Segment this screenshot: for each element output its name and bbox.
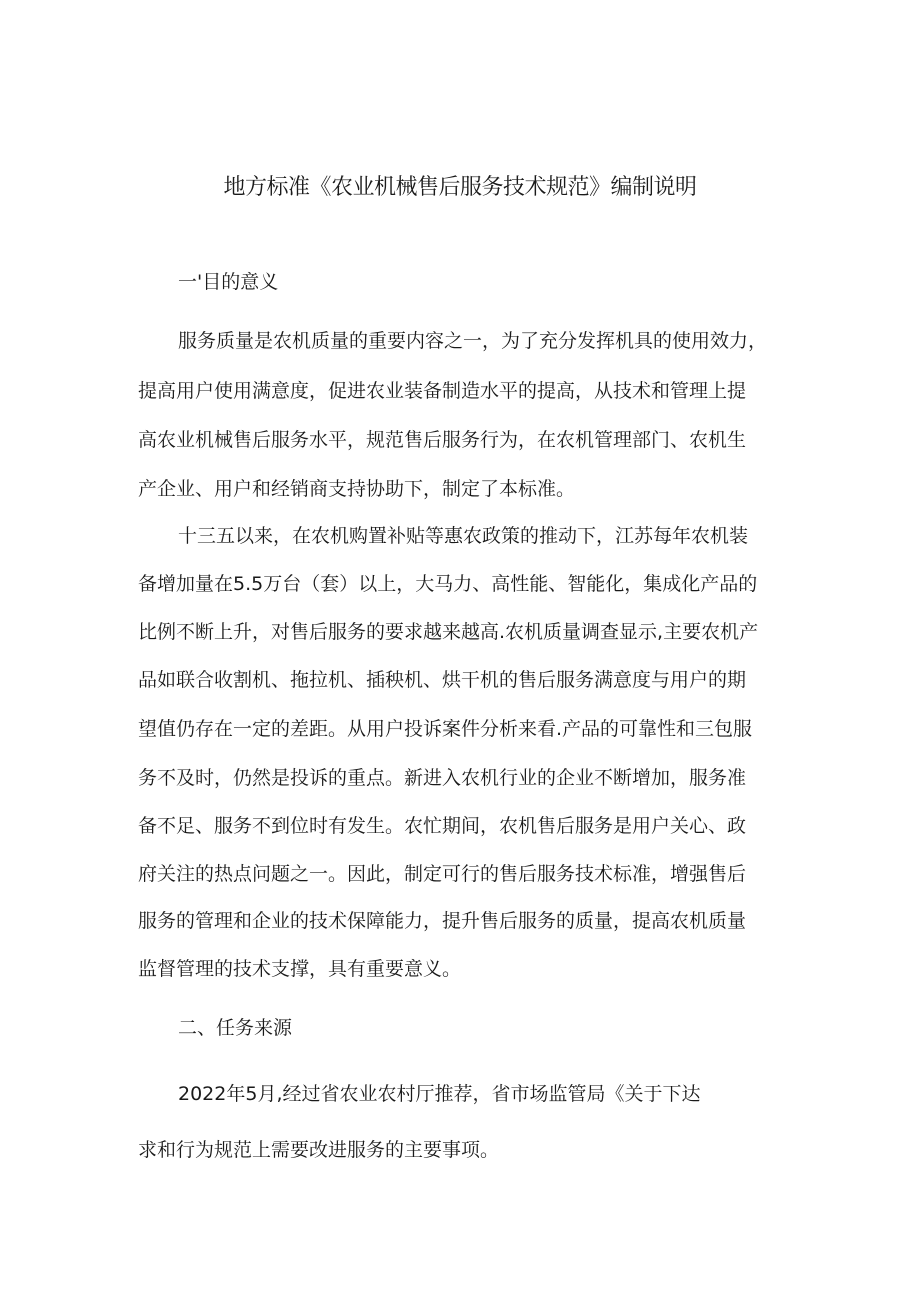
paragraph-line: 比例不断上升，对售后服务的要求越来越高.农机质量调查显示,主要农机产 — [138, 621, 759, 643]
paragraph-line: 监督管理的技术支撑，具有重要意义。 — [138, 958, 462, 980]
paragraph-line: 高农业机械售后服务水平，规范售后服务行为，在农机管理部门、农机生 — [138, 429, 747, 451]
paragraph-line: 望值仍存在一定的差距。从用户投诉案件分析来看.产品的可靠性和三包服 — [138, 718, 753, 740]
paragraph-line: 服务的管理和企业的技术保障能力，提升售后服务的质量，提高农机质量 — [138, 910, 747, 932]
paragraph-line: 府关注的热点问题之一。因此，制定可行的售后服务技术标准，增强售后 — [138, 863, 747, 885]
paragraph-line: 品如联合收割机、拖拉机、插秧机、烘干机的售后服务满意度与用户的期 — [138, 669, 747, 691]
paragraph-line: 服务质量是农机质量的重要内容之一，为了充分发挥机具的使用效力， — [178, 330, 768, 352]
paragraph-line: 提高用户使用满意度，促进农业装备制造水平的提高，从技术和管理上提 — [138, 380, 747, 402]
paragraph-line: 产企业、用户和经销商支持协助下，制定了本标准。 — [138, 478, 576, 500]
document-title: 地方标准《农业机械售后服务技术规范》编制说明 — [223, 175, 697, 200]
paragraph-line: 备增加量在5.5万台（套）以上，大马力、高性能、智能化，集成化产品的 — [138, 573, 758, 595]
paragraph-line: 2022年5月,经过省农业农村厅推荐，省市场监管局《关于下达 — [178, 1083, 701, 1105]
section-heading-purpose: 一'目的意义 — [178, 271, 279, 293]
paragraph-line: 十三五以来，在农机购置补贴等惠农政策的推动下，江苏每年农机装 — [178, 525, 749, 547]
section-heading-task-source: 二、任务来源 — [178, 1017, 293, 1039]
paragraph-line: 备不足、服务不到位时有发生。农忙期间，农机售后服务是用户关心、政 — [138, 815, 747, 837]
paragraph-line: 务不及时，仍然是投诉的重点。新进入农机行业的企业不断增加，服务准 — [138, 767, 747, 789]
paragraph-line: 求和行为规范上需要改进服务的主要事项。 — [138, 1139, 500, 1161]
